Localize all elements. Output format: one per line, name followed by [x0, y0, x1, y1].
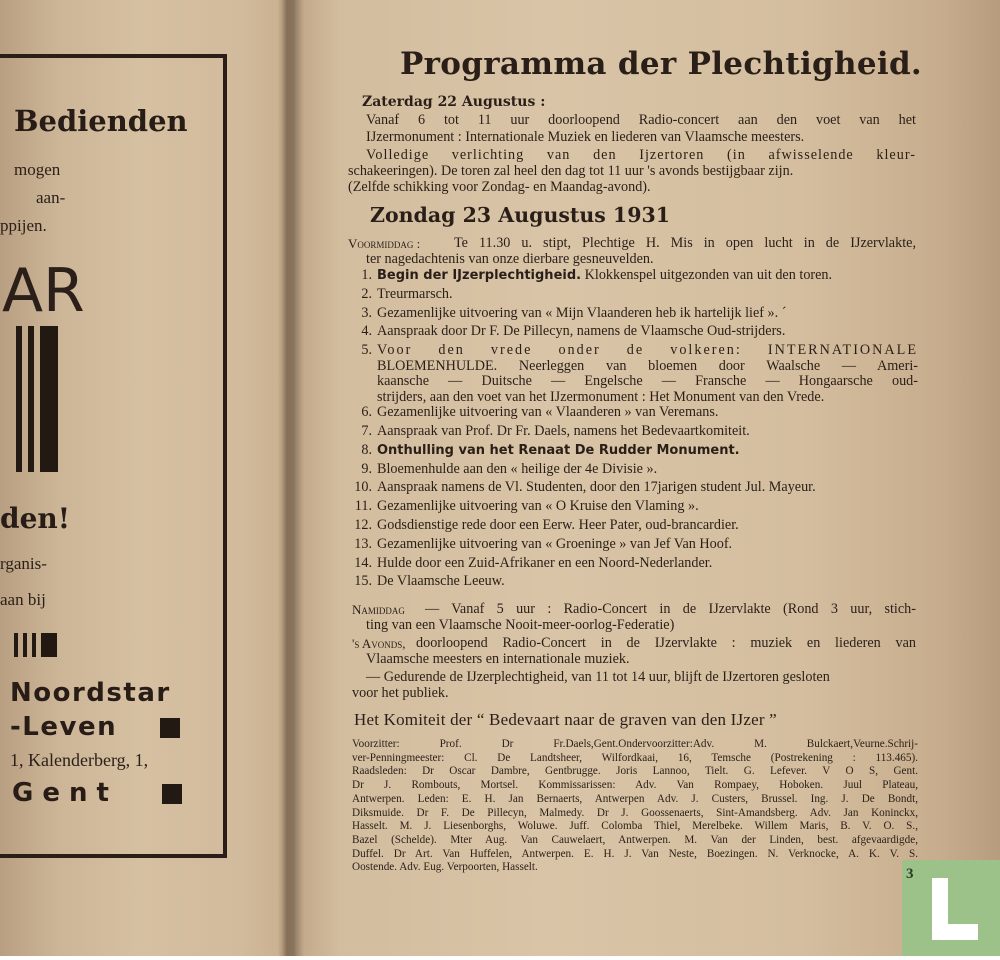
item-body: Treurmarsch. [377, 285, 453, 302]
item-body: Aanspraak van Prof. Dr Fr. Daels, namens het Bedevaartkomiteit. [377, 423, 750, 439]
item-body: Gezamenlijke uitvoering van « Groeninge » van Jef Van Hoof. [377, 535, 733, 552]
afternoon-label: Namiddag [352, 602, 405, 617]
item-bold: Begin der IJzerplechtigheid. [377, 268, 582, 283]
text-line: doorloopend Radio-Concert in de IJzervlakte : muziek en liederen van [416, 635, 916, 651]
item-number: 2. [361, 285, 372, 302]
stripe [16, 326, 22, 472]
item-text [377, 404, 718, 421]
evening-label: 's Avonds, [352, 636, 406, 651]
item-body: Gezamenlijke uitvoering van « Mijn Vlaanderen heb ik hartelijk lief ». ´ [377, 304, 787, 321]
item-body: Gezamenlijke uitvoering van « Vlaanderen » van Veremans. [377, 404, 719, 421]
item-body: kaansche — Duitsche — Engelsche — Fransche — Hongaarsche oud- [377, 373, 918, 390]
item-number: 5. [361, 342, 372, 359]
org-name: -Leven [10, 712, 118, 742]
item-body: Hulde door een Zuid-Afrikaner en een Noord-Nederlander. [377, 554, 713, 571]
text-line: Vlaamsche meesters en internationale muziek. [366, 651, 630, 667]
item-body: Aanspraak namens de Vl. Studenten, door den 17jarigen student Jul. Mayeur. [377, 479, 816, 496]
text-line: (Zelfde schikking voor Zondag- en Maandag-avond). [348, 179, 651, 195]
item-number: 13. [354, 535, 372, 552]
text-line: schakeeringen). De toren zal heel den dag tot 11 uur 's avonds bestijgbaar zijn. [348, 163, 794, 179]
item-body: Klokkenspel uitgezonden van uit den toren. [581, 267, 833, 283]
committee-line: Bazel (Schelde). Mter Aug. Van Cauwelaert, Antwerpen. M. Van der Linden, best. afgevaardigde, [352, 833, 918, 846]
item-number: 6. [361, 404, 372, 421]
committee-line: Raadsleden: Dr Oscar Dambre, Gentbrugge. Joris Lannoo, Tielt. G. Lefever. V O S, Gent. [352, 765, 918, 778]
item-text [377, 555, 712, 572]
square-bullet [160, 718, 180, 738]
advert-line: rganis- [0, 554, 47, 573]
item-body: Voor den vrede onder de volkeren: INTERNATIONALE [377, 342, 918, 359]
committee-line: Hasselt. M. J. Liesenborghs, Woluwe. Juff. Colomba Thiel, Merelbeke. Willem Maris, B. V. O. S., [352, 820, 918, 833]
morning-label: Voormiddag : [348, 236, 421, 251]
text-line: Vanaf 6 tot 11 uur doorloopend Radio-concert aan den voet van het [366, 112, 916, 128]
text-line: ting van een Vlaamsche Nooit-meer-oorlog-Federatie) [366, 617, 675, 633]
item-body: BLOEMENHULDE. Neerleggen van bloemen door Waalsche — Ameri- [377, 357, 918, 374]
square-bullet [162, 784, 182, 804]
item-text [377, 461, 657, 478]
stripe [28, 326, 34, 472]
stripe [41, 633, 57, 657]
item-body: De Vlaamsche Leeuw. [377, 573, 505, 590]
item-body: Godsdienstige rede door een Eerw. Heer Pater, oud-brancardier. [377, 517, 739, 533]
item-number: 10. [354, 479, 372, 496]
item-body: Aanspraak door Dr F. De Pillecyn, namens de Vlaamsche Oud-strijders. [377, 323, 786, 340]
item-number: 14. [354, 554, 372, 571]
item-text [377, 286, 453, 303]
item-text [377, 373, 918, 390]
committee-line: Dr J. Rombouts, Mortsel. Kommissarissen: Adv. Van Rompaey, Hoboken. Juul Plateau, [352, 779, 918, 792]
item-text [377, 423, 750, 440]
advert-big-letters: AR [2, 256, 85, 326]
item-text [377, 305, 786, 322]
org-name: Noordstar [10, 678, 171, 708]
item-number: 4. [361, 323, 372, 340]
page-title: Programma der Plechtigheid. [400, 46, 923, 82]
item-text [377, 573, 505, 590]
item-number: 15. [354, 573, 372, 590]
text-line: ter nagedachtenis van onze dierbare gesneuvelden. [366, 251, 654, 267]
advert-exclamation: den! [0, 502, 71, 535]
item-text [377, 536, 732, 553]
item-body: Gezamenlijke uitvoering van « O Kruise den Vlaming ». [377, 498, 699, 515]
stripe [14, 633, 18, 657]
text-line: IJzermonument : Internationale Muziek en liederen van Vlaamsche meesters. [366, 129, 805, 145]
advert-line: mogen [14, 160, 61, 179]
item-number: 8. [361, 441, 372, 458]
advert-line: ppijen. [0, 216, 47, 235]
stripe [32, 633, 36, 657]
item-text [377, 517, 739, 534]
org-city: Gent [12, 778, 118, 808]
committee-line: Antwerpen. Leden: E. H. Jan Bernaerts, Antwerpen Adv. J. Custers, Brussel. Ing. J. De Bondt, [352, 792, 918, 805]
item-number: 3. [361, 304, 372, 321]
item-number: 11. [354, 498, 372, 515]
item-number: 12. [354, 517, 372, 533]
item-text [377, 479, 816, 496]
sunday-heading: Zondag 23 Augustus 1931 [370, 203, 670, 227]
committee-heading: Het Komiteit der “ Bedevaart naar de graven van den IJzer ” [354, 710, 777, 729]
lastdodo-logo-icon [902, 860, 1000, 956]
advert-line: aan- [36, 188, 66, 207]
saturday-heading: Zaterdag 22 Augustus : [362, 94, 546, 110]
text-line: Volledige verlichting van den Ijzertoren (in afwisselende kleur- [366, 147, 916, 163]
item-bold: Onthulling van het Renaat De Rudder Monument. [377, 442, 740, 458]
text-line: — Vanaf 5 uur : Radio-Concert in de IJzervlakte (Rond 3 uur, stich- [425, 601, 916, 617]
committee-line: Oostende. Adv. Eug. Verpoorten, Hasselt. [352, 861, 538, 874]
committee-line: Voorzitter: Prof. Dr Fr.Daels,Gent.Ondervoorzitter:Adv. M. Bulckaert,Veurne.Schrij- [352, 738, 918, 750]
stripe [23, 633, 27, 657]
item-text [377, 498, 699, 515]
page-gutter [278, 0, 296, 956]
item-number: 9. [361, 460, 372, 477]
committee-line: ver-Penningmeester: Cl. De Landtsheer, Wilfordkaai, 16, Temsche (Postrekening : 113.465). [352, 751, 918, 764]
item-body: strijders, aan den voet van het IJzermonument : Het Monument van den Vrede. [377, 388, 825, 405]
committee-line: Diksmuide. Dr F. De Pillecyn, Malmedy. Dr J. Goossenaerts, Sint-Amandsberg. Adv. Jan Koninckx, [352, 806, 918, 819]
text-line: voor het publiek. [352, 685, 449, 701]
text-line: — Gedurende de IJzerplechtigheid, van 11 tot 14 uur, blijft de IJzertoren gesloten [366, 669, 830, 685]
text-line: Te 11.30 u. stipt, Plechtige H. Mis in open lucht in de IJzervlakte, [454, 235, 916, 251]
item-number: 1. [361, 267, 372, 283]
org-address: 1, Kalenderberg, 1, [10, 750, 149, 770]
item-number: 7. [361, 423, 372, 439]
item-text [377, 389, 824, 406]
stripe [40, 326, 58, 472]
item-text [377, 267, 832, 284]
item-text [377, 442, 740, 459]
advert-line: aan bij [0, 590, 46, 609]
item-body: Bloemenhulde aan den « heilige der 4e Divisie ». [377, 460, 658, 477]
item-text [377, 342, 918, 359]
page-number: 3 [906, 866, 914, 882]
item-text [377, 358, 918, 375]
committee-line: Duffel. Dr Art. Van Huffelen, Antwerpen. E. H. J. Van Neste, Boezingen. N. Verknocke, A. K. V. S. [352, 847, 918, 860]
item-text [377, 323, 785, 340]
advert-heading: Bedienden [14, 104, 188, 138]
